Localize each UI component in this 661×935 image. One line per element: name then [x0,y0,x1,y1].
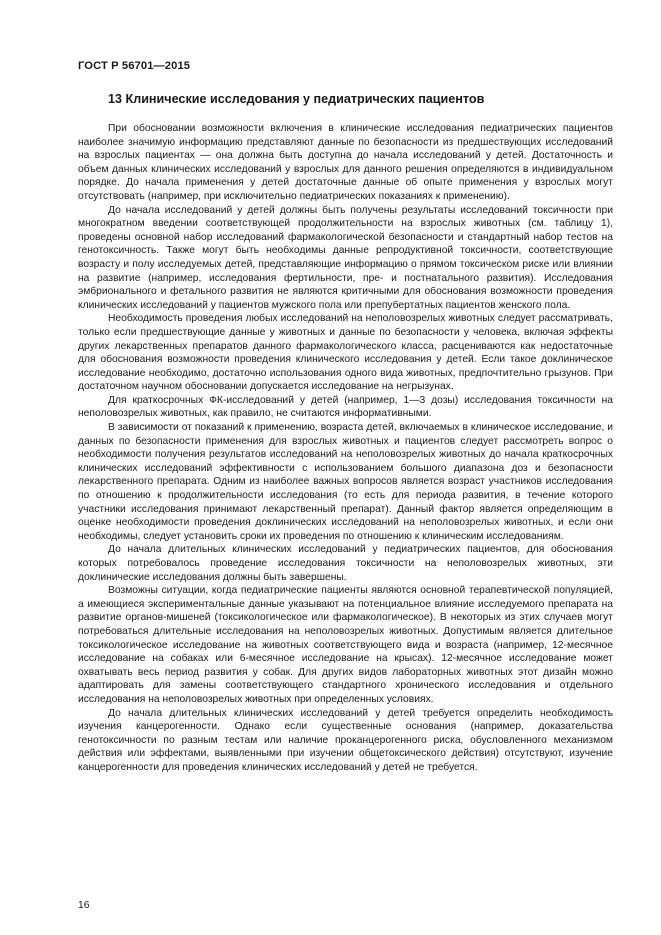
paragraph-7: Возможны ситуации, когда педиатрические пациенты являются основной терапевтической популяцией, а имеющиеся экспериментальные данные указывают на потенциальное влияние исследуемого препарата на развитие органов-мишеней (токсикологическое или фармакологическое). В некоторых из этих случаев могут потребоваться длительные исследования на неполовозрелых животных. Допустимым является длительное токсикологическое исследование на животных соответствующего вида и возраста (например, 12-месячное исследование на собаках или 6-месячное исследование на крысах). 12-месячное исследование может охватывать весь период развития у собак. Для других видов лабораторных животных этот дизайн можно адаптировать для замены соответствующего стандартного хронического исследования и отдельного исследования на неполовозрелых животных при определенных условиях. [78,585,613,705]
page-number: 16 [78,900,90,911]
paragraph-5: В зависимости от показаний к применению, возраста детей, включаемых в клиническое исследование, и данных по безопасности применения для взрослых животных и пациентов следует рассмотреть вопрос о необходимости получения результатов исследований на неполовозрелых животных до начала краткосрочных клинических исследований эффективности с использованием большого диапазона доз и безопасности лекарственного препарата. Одним из наиболее важных вопросов является возраст участников исследования по отношению к продолжительности исследования (то есть для периода развития, в течение которого участники исследования принимают лекарственный препарат). Данный фактор является определяющим в оценке необходимости проведения доклинических исследований на неполовозрелых животных, и если они необходимы, следует установить сроки их проведения по отношению к клиническим исследованиям. [78,422,613,542]
standard-header: ГОСТ Р 56701—2015 [78,60,191,72]
section-body [78,122,613,775]
section-title: 13 Клинические исследования у педиатрических пациентов [108,92,485,106]
paragraph-6: До начала длительных клинических исследований у педиатрических пациентов, для обоснования которых потребовалось проведение исследования токсичности на неполовозрелых животных, эти доклинические исследования должны быть завершены. [78,544,613,583]
paragraph-2: До начала исследований у детей должны быть получены результаты исследований токсичности при многократном введении соответствующей продолжительности на взрослых животных (см. таблицу 1), проведены основной набор исследований фармакологической безопасности и стандартный набор тестов на генотоксичность. Также могут быть необходимы данные репродуктивной токсичности, соответствующие возрасту и полу исследуемых детей, представляющие информацию о прямом токсическом риске или влиянии на развитие (например, исследования фертильности, пре- и постнатального развития). Исследования эмбрионального и фетального развития не являются критичными для обоснования возможности проведения клинических исследований у пациентов мужского пола или препубертатных пациентов женского пола. [78,204,613,311]
paragraph-8: До начала длительных клинических исследований у детей требуется определить необходимость изучения канцерогенности. Однако если существенные основания (например, доказательства генотоксичности по разным тестам или наличие проканцерогенного риска, обусловленного механизмом действия или эффектами, выявленными при изучении общетоксического действия) отсутствуют, изучение канцерогенности для проведения клинических исследований у детей не требуется. [78,707,613,773]
paragraph-1: При обосновании возможности включения в клинические исследования педиатрических пациентов наиболее значимую информацию представляют данные по безопасности из предшествующих исследований на взрослых пациентах — она должна быть доступна до начала исследований у детей. Достаточность и объем данных клинических исследований у взрослых для данного решения определяются в индивидуальном порядке. До начала применения у детей достаточные данные об опыте применения у взрослых могут отсутствовать (например, при исключительно педиатрических показаниях к применению). [78,123,613,202]
paragraph-3: Необходимость проведения любых исследований на неполовозрелых животных следует рассматривать, только если предшествующие данные у животных и данные по безопасности у человека, включая эффекты других лекарственных препаратов данного фармакологического класса, расцениваются как недостаточные для обоснования возможности проведения клинического исследования у детей. Если такое доклиническое исследование необходимо, достаточно использования одного вида животных, предпочтительно грызунов. При достаточном научном обосновании допускается исследование на негрызунах. [78,313,613,393]
paragraph-4: Для краткосрочных ФК-исследований у детей (например, 1—3 дозы) исследования токсичности на неполовозрелых животных, как правило, не считаются информативными. [78,394,613,420]
